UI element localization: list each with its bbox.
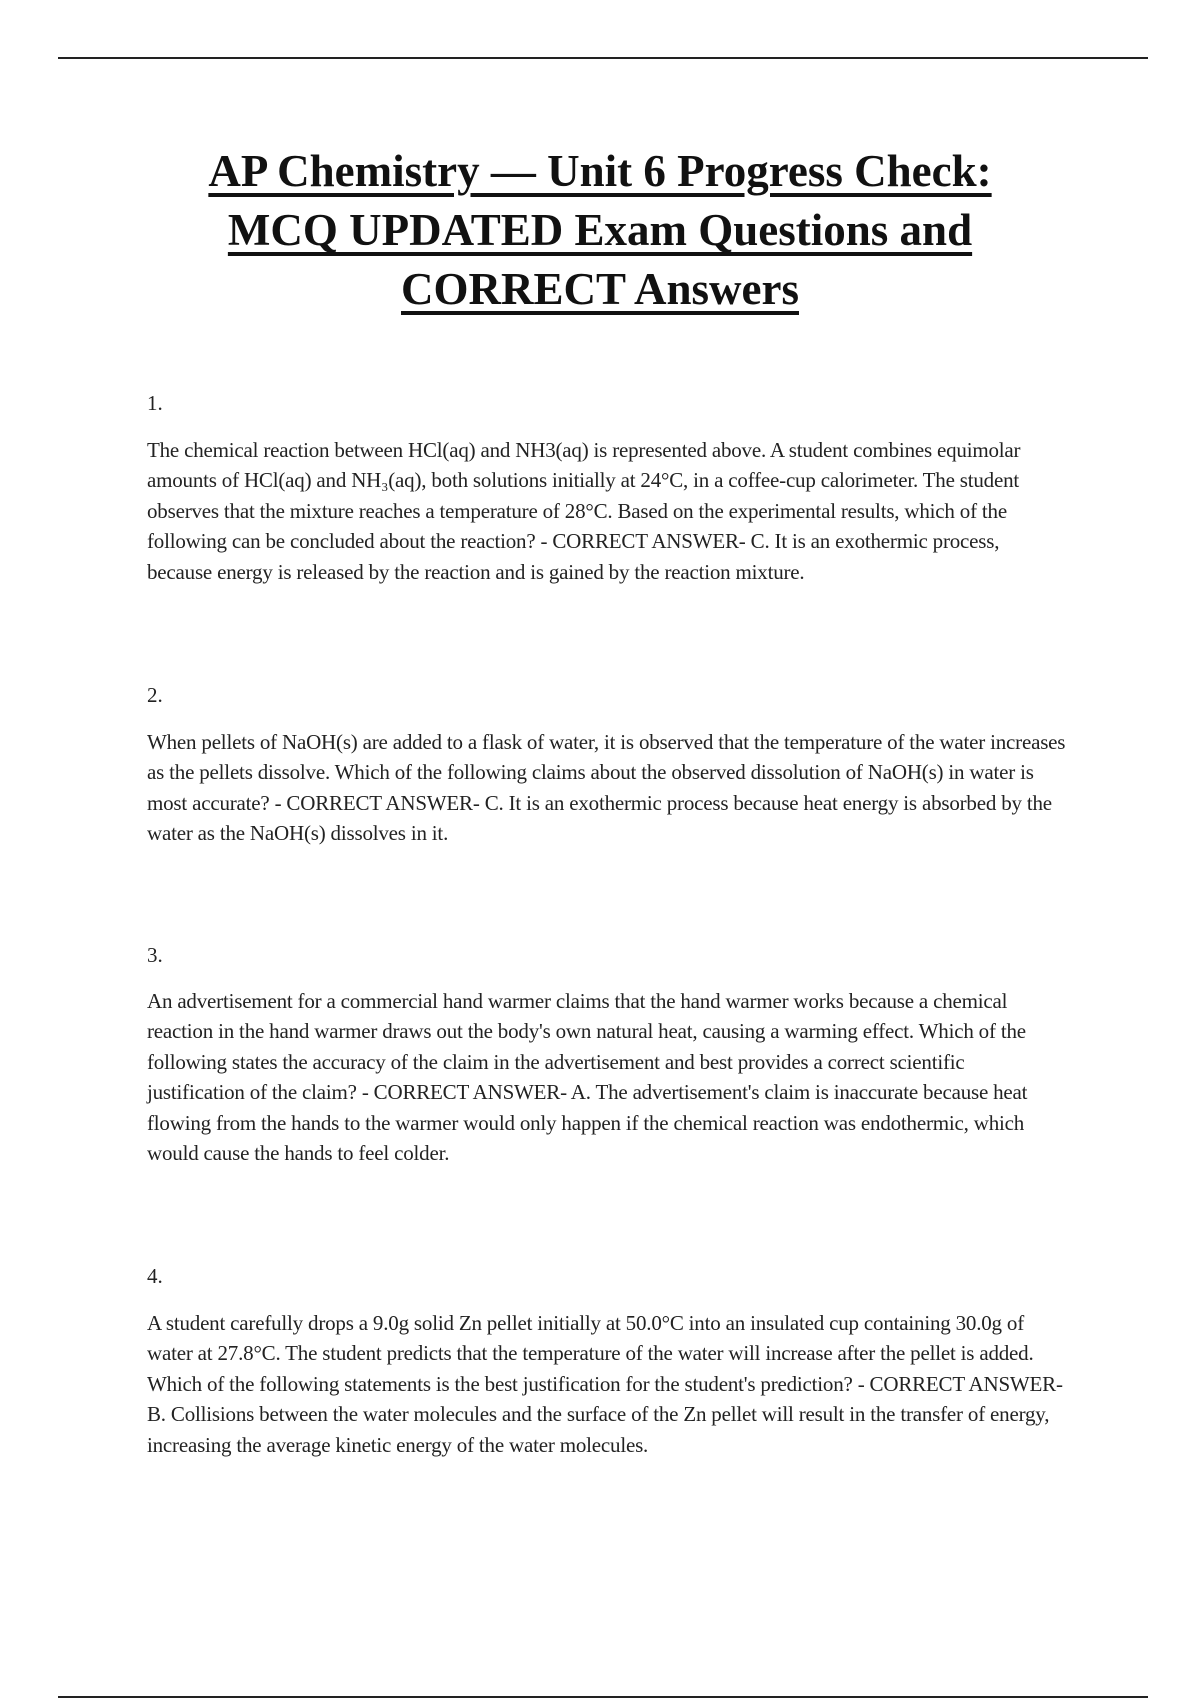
header-rule (58, 57, 1148, 59)
title-line-1: AP Chemistry — Unit 6 Progress Check: (208, 146, 992, 196)
question-text: The chemical reaction between HCl(aq) and NH3(aq) is represented above. A student combines equimolar amounts of HCl(aq) and NH₃(aq), both solutions initially at 24°C, in a coffee-cup calorimeter. The student observes that the mixture reaches a temperature of 28°C. Based on the experimental results, which of the following can be concluded about the reaction? - CORRECT ANSWER- C. It is an exothermic process, because energy is released by the reaction and is gained by the reaction mixture. (147, 438, 1021, 584)
question-number: 4. (147, 1264, 163, 1288)
document-title (0, 142, 1200, 319)
footer-rule (58, 1696, 1148, 1698)
question-text: An advertisement for a commercial hand warmer claims that the hand warmer works because a chemical reaction in the hand warmer draws out the body's own natural heat, causing a warming effect. Which of the following states the accuracy of the claim in the advertisement and best provides a correct scientific justification of the claim? - CORRECT ANSWER- A. The advertisement's claim is inaccurate because heat flowing from the hands to the warmer would only happen if the chemical reaction was endothermic, which would cause the hands to feel colder. (147, 989, 1028, 1166)
question-number: 3. (147, 943, 163, 967)
question-text: A student carefully drops a 9.0g solid Zn pellet initially at 50.0°C into an insulated cup containing 30.0g of water at 27.8°C. The student predicts that the temperature of the water will increase after the pellet is added. Which of the following statements is the best justification for the student's prediction? - CORRECT ANSWER- B. Collisions between the water molecules and the surface of the Zn pellet will result in the transfer of energy, increasing the average kinetic energy of the water molecules. (147, 1311, 1063, 1457)
title-line-2: MCQ UPDATED Exam Questions and (227, 205, 973, 255)
question-number: 2. (147, 683, 163, 707)
title-line-3: CORRECT Answers (401, 264, 799, 314)
question-number: 1. (147, 391, 163, 415)
question-text: When pellets of NaOH(s) are added to a flask of water, it is observed that the temperature of the water increases as the pellets dissolve. Which of the following claims about the observed dissolution of NaOH(s) in water is most accurate? - CORRECT ANSWER- C. It is an exothermic process because heat energy is absorbed by the water as the NaOH(s) dissolves in it. (147, 730, 1066, 846)
